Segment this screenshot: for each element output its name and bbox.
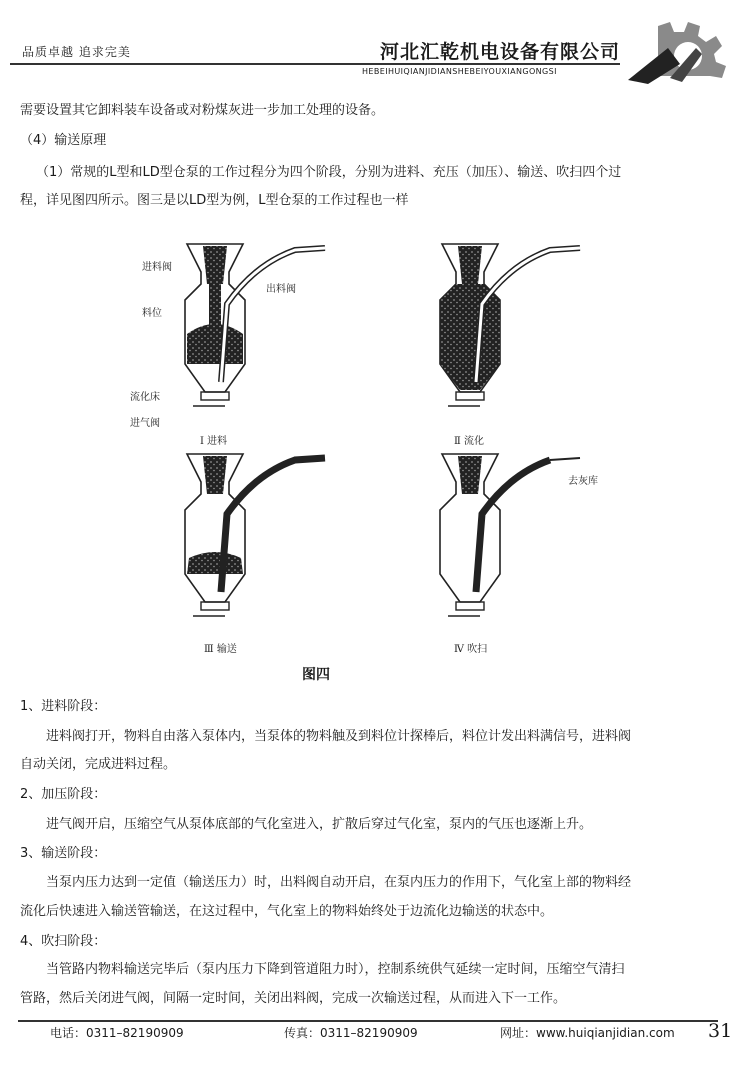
panel-label-fluidizing: Ⅱ 流化	[454, 436, 484, 447]
pump-stage-diagram	[120, 236, 630, 661]
stage-heading: 1、进料阶段：	[20, 699, 107, 714]
slogan: 品质卓越 追求完美	[22, 45, 131, 59]
diagram-svg	[120, 236, 630, 661]
intro-line: 需要设置其它卸料装车设备或对粉煤灰进一步加工处理的设备。	[20, 103, 385, 118]
panel-label-feeding: Ⅰ 进料	[200, 436, 228, 447]
company-name-en: HEBEIHUIQIANJIDIANSHEBEIYOUXIANGONGSI	[362, 67, 557, 76]
paragraph-line: 进料阀打开，物料自由落入泵体内，当泵体的物料触及到料位计探棒后，料位计发出料满信号，进料阀	[46, 729, 632, 744]
stage-heading: 2、加压阶段：	[20, 787, 107, 802]
paragraph-line: 进气阀开启，压缩空气从泵体底部的气化室进入，扩散后穿过气化室，泵内的气压也逐渐上升。	[46, 817, 593, 832]
page-number: 31	[708, 1020, 733, 1042]
panel-label-conveying: Ⅲ 输送	[204, 644, 237, 655]
paragraph-line: 流化后快速进入输送管输送，在这过程中，气化室上的物料始终处于边流化边输送的状态中。	[20, 904, 554, 919]
footer-website: 网址：www.huiqianjidian.com	[500, 1026, 675, 1040]
panel-feeding	[185, 244, 325, 406]
paragraph-line: 程，详见图四所示。图三是以LD型为例，L型仓泵的工作过程也一样	[20, 193, 409, 208]
label-outlet-valve: 出料阀	[266, 284, 296, 295]
label-air-valve: 进气阀	[130, 418, 160, 429]
panel-purging	[440, 454, 580, 616]
footer-rule	[18, 1020, 718, 1022]
paragraph-line: （1）常规的L型和LD型仓泵的工作过程分为四个阶段，分别为进料、充压（加压）、输送、吹扫四个过	[36, 165, 622, 180]
page-header	[0, 0, 750, 92]
label-to-silo: 去灰库	[568, 476, 598, 487]
paragraph-line: 自动关闭，完成进料过程。	[20, 757, 177, 772]
label-fluid-bed: 流化床	[130, 392, 160, 403]
gear-logo-icon	[618, 18, 736, 88]
label-inlet-valve: 进料阀	[142, 262, 172, 273]
label-level: 料位	[142, 308, 162, 319]
figure-caption: 图四	[302, 667, 330, 683]
panel-fluidizing	[440, 244, 580, 406]
panel-conveying	[185, 454, 325, 616]
paragraph-line: 当泵内压力达到一定值（输送压力）时，出料阀自动开启，在泵内压力的作用下，气化室上部的物料经	[46, 875, 632, 890]
company-name-cn: 河北汇乾机电设备有限公司	[380, 41, 621, 63]
stage-heading: 3、输送阶段：	[20, 846, 107, 861]
paragraph-line: 当管路内物料输送完毕后（泵内压力下降到管道阻力时），控制系统供气延续一定时间，压缩空气清扫	[46, 962, 625, 977]
footer-phone: 电话：0311–82190909	[50, 1026, 184, 1040]
section-heading: （4）输送原理	[20, 133, 107, 148]
paragraph-line: 管路，然后关闭进气阀，间隔一定时间，关闭出料阀，完成一次输送过程，从而进入下一工作。	[20, 991, 567, 1006]
page-footer	[0, 1010, 750, 1081]
panel-label-purging: Ⅳ 吹扫	[454, 644, 488, 655]
footer-fax: 传真：0311–82190909	[284, 1026, 418, 1040]
stage-heading: 4、吹扫阶段：	[20, 934, 107, 949]
header-rule	[10, 63, 620, 65]
